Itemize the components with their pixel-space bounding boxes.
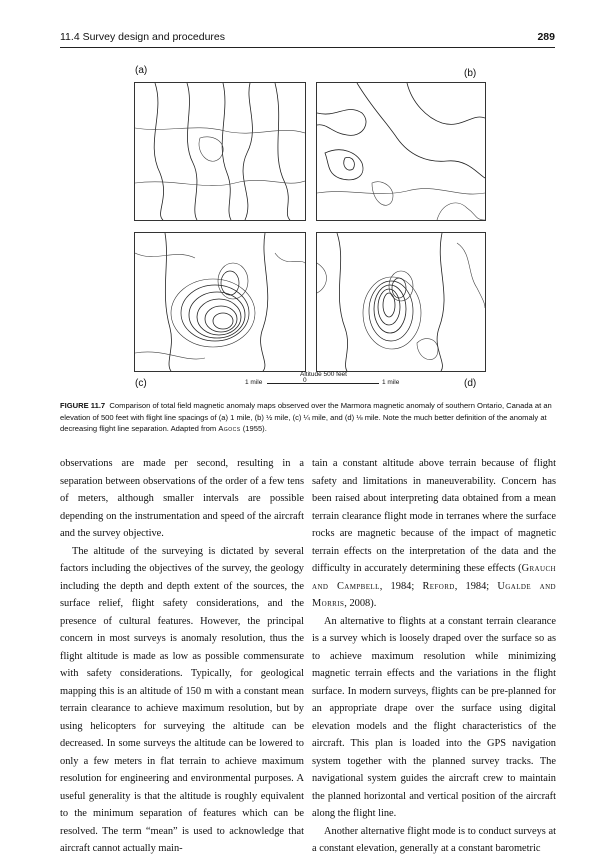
text-run: , 1984; — [454, 580, 490, 592]
map-scale-bar — [245, 370, 415, 390]
scale-right-label: 1 mile — [382, 379, 400, 386]
right-column — [312, 455, 556, 858]
altitude-label: Altitude 500 feet — [300, 371, 347, 378]
figure-caption — [60, 400, 555, 435]
caption-author: Agocs — [218, 424, 241, 433]
caption-text: Comparison of total field magnetic anomaly maps observed over the Marmora magnetic anomaly of southern Ontario, Canada at an elevation of 500 feet with flight line spacings of (a) 1 mile, (b) ½ mile, (c) ¼ mile, and (d) ⅛ mile. Note the much better definition of the anomaly at decreasing flight line separation. Adapted from — [60, 401, 552, 433]
figure-label: FIGURE 11.7 — [60, 401, 106, 410]
panel-label-b: (b) — [464, 68, 477, 79]
contour-map-c — [134, 232, 306, 372]
contour-map-d — [316, 232, 486, 372]
panel-label-d: (d) — [464, 378, 477, 389]
citation: Grauch and Campbell — [312, 563, 556, 592]
running-header — [60, 31, 555, 48]
text-run: tain a constant altitude above terrain because of flight safety and limitations in maneuverability. Concern has been raised about interpreting data obtained from a mean terrain clearance flight mode in terranes where the surface rocks are magnetic because of the impact of magnetic terrain effects on the interpretation of the data and the difficulty in accurately determining these effects ( — [312, 458, 556, 574]
contour-map-a — [134, 82, 306, 221]
panel-label-a: (a) — [135, 65, 148, 76]
left-column — [60, 455, 304, 858]
citation: Reford — [422, 580, 455, 592]
paragraph: Another alternative flight mode is to conduct surveys at a constant elevation, generally at a constant barometric — [312, 825, 556, 854]
contour-map-b — [316, 82, 486, 221]
citation: Ugalde and Morris — [312, 580, 556, 609]
panel-label-c: (c) — [135, 378, 147, 389]
section-title: 11.4 Survey design and procedures — [60, 31, 225, 43]
scale-zero-label: 0 — [303, 377, 307, 384]
paragraph — [312, 455, 556, 613]
text-run: , 2008). — [344, 598, 377, 609]
scale-left-label: 1 mile — [245, 379, 263, 386]
paragraph: observations are made per second, resulting in a separation between observations of the order of a few tens of meters, although smaller intervals are possible depending on the instrumentation and speed of the aircraft and the survey objective. — [60, 458, 304, 539]
paragraph: The altitude of the surveying is dictated by several factors including the objectives of the survey, the geology including the depth and depth extent of the sources, the surface relief, flight safety considerations, and the presence of cultural features. However, the principal concern in most surveys is anomaly resolution, thus the flight altitude is made as low as possible commensurate with safety considerations. Typically, for geological mapping this is an altitude of 150 m with a constant mean terrain clearance to achieve maximum resolution, but by using helicopters for surveying the altitude can be decreased. In some surveys the altitude can be lowered to only a few meters in flat terrain to achieve maximum resolution for engineering and environmental purposes. A useful generality is that the altitude is roughly equivalent to the minimum separation of features which can be resolved. The term “mean” is used to acknowledge that aircraft cannot actually main- — [60, 545, 304, 854]
paragraph: An alternative to flights at a constant terrain clearance is a survey which is loosely draped over the surface so as to achieve maximum resolution while minimizing magnetic terrain effects and the variations in the flight surface. In modern surveys, flights can be pre-planned for an appropriate drape over the surface using digital elevation models and the flight characteristics of the aircraft. This plan is loaded into the GPS navigation system together with the planned survey tracks. The navigational system guides the aircraft crew to maintain the planned horizontal and vertical position of the aircraft along the flight line. — [312, 615, 556, 819]
caption-year: (1955). — [242, 424, 267, 433]
page-number: 289 — [537, 31, 555, 43]
scale-line — [267, 383, 379, 384]
text-run: , 1984; — [379, 580, 415, 592]
